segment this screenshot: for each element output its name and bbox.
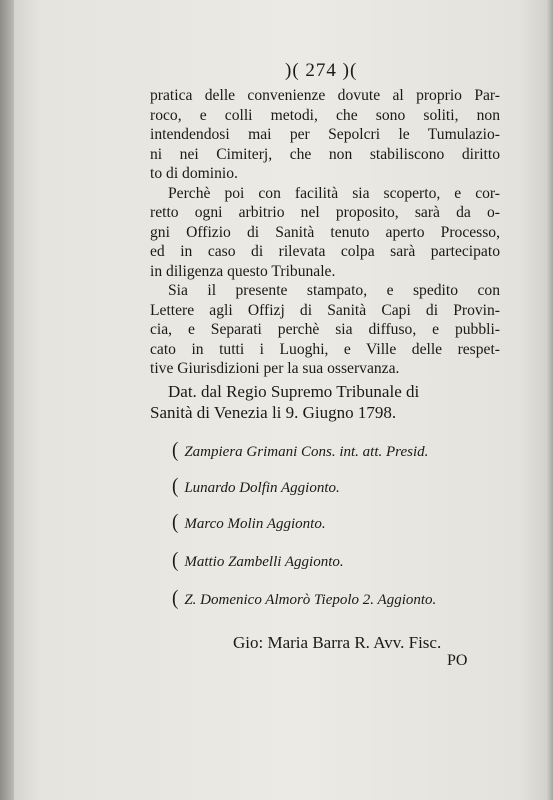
- signature-text: Z. Domenico Almorò Tiepolo 2. Aggionto.: [184, 592, 437, 608]
- text-line: roco, e colli metodi, che sono soliti, non: [150, 106, 500, 124]
- signature-line: [172, 588, 436, 610]
- catchword: PO: [447, 652, 468, 669]
- text-line: Lettere agli Offizj di Sanità Capi di Provin-: [150, 301, 500, 319]
- paragraph-3: [150, 281, 500, 379]
- signature-text: Marco Molin Aggionto.: [184, 516, 326, 532]
- signature-line: [172, 550, 344, 572]
- text-line: pratica delle convenienze dovute al proprio Par-: [150, 87, 500, 104]
- paragraph-1: [150, 86, 500, 184]
- signature-text: Zampiera Grimani Cons. int. att. Presid.: [184, 444, 429, 460]
- text-line: to di dominio.: [150, 165, 238, 182]
- paragraph-2: [150, 184, 500, 282]
- bracket-glyph: (: [172, 438, 179, 462]
- bracket-glyph: (: [172, 510, 179, 534]
- text-line: gni Offizio di Sanità tenuto aperto Processo,: [150, 223, 500, 241]
- text-line: tive Giurisdizioni per la sua osservanza.: [150, 360, 400, 377]
- text-line: ni nei Cimiterj, che non stabiliscono diritto: [150, 145, 500, 163]
- signature-line: [172, 440, 428, 462]
- text-line: cia, e Separati perchè sia diffuso, e pubbli-: [150, 321, 500, 338]
- secretary-signature: Gio: Maria Barra R. Avv. Fisc.: [233, 633, 442, 652]
- signature-line: [172, 512, 326, 534]
- text-line: cato in tutti i Luoghi, e Ville delle respet-: [150, 340, 500, 358]
- date-block: [150, 381, 500, 423]
- text-line: in diligenza questo Tribunale.: [150, 262, 336, 280]
- signature-line: [172, 476, 340, 498]
- text-line: Sia il presente stampato, e spedito con: [168, 282, 500, 299]
- bracket-glyph: (: [172, 586, 179, 610]
- text-line: retto ogni arbitrio nel proposito, sarà da o-: [150, 204, 500, 221]
- date-line: Dat. dal Regio Supremo Tribunale di: [168, 382, 420, 401]
- text-line: intendendosi mai per Sepolcri le Tumulazio-: [150, 126, 500, 143]
- signature-text: Lunardo Dolfin Aggionto.: [184, 480, 340, 496]
- text-line: ed in caso di rilevata colpa sarà partecipato: [150, 243, 500, 260]
- date-line: Sanità di Venezia li 9. Giugno 1798.: [150, 403, 397, 422]
- page-binding-shadow: [0, 0, 14, 800]
- page-edge-shadow: [547, 0, 553, 800]
- bracket-glyph: (: [172, 474, 179, 498]
- signature-text: Mattio Zambelli Aggionto.: [184, 554, 344, 570]
- text-line: Perchè poi con facilità sia scoperto, e cor-: [168, 184, 500, 202]
- body-text: [150, 86, 500, 379]
- bracket-glyph: (: [172, 548, 179, 572]
- page-number: )( 274 )(: [285, 60, 358, 81]
